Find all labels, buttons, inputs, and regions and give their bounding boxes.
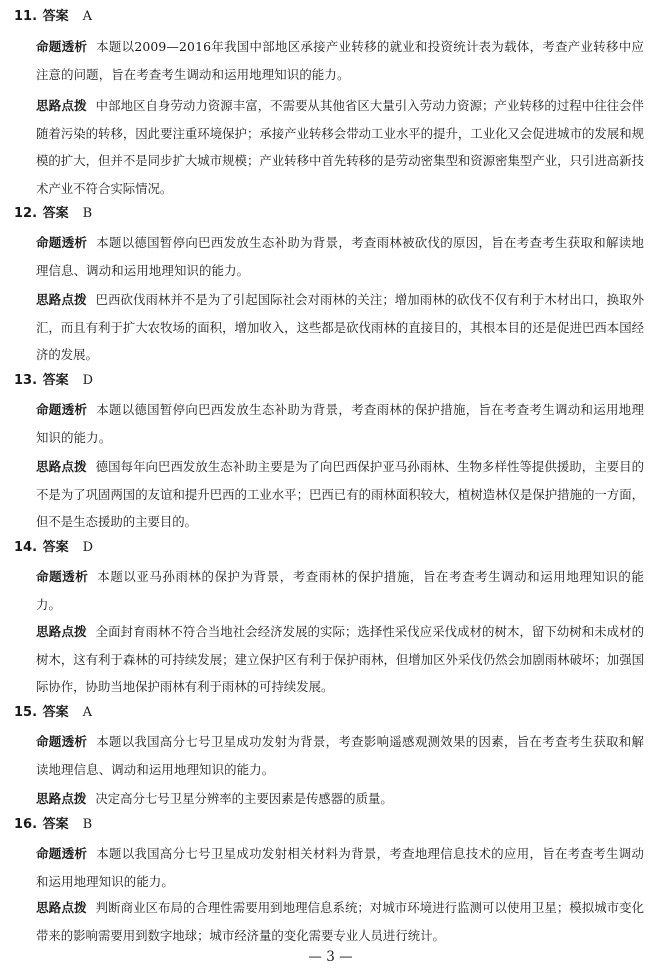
hint-paragraph-14 bbox=[36, 618, 644, 701]
hint-text: 决定高分七号卫星分辨率的主要因素是传感器的质量。 bbox=[95, 791, 393, 806]
question-number: 12. bbox=[14, 206, 38, 221]
answer-line-16 bbox=[14, 816, 92, 834]
analysis-label: 命题透析 bbox=[36, 846, 88, 861]
question-number: 15. bbox=[14, 705, 38, 720]
hint-text: 判断商业区布局的合理性需要用到地理信息系统；对城市环境进行监测可以使用卫星；模拟城市变化带来的影响需要用到数字地球；城市经济量的变化需要专业人员进行统计。 bbox=[36, 900, 645, 943]
answer-label: 答案 bbox=[42, 206, 69, 221]
question-number: 16. bbox=[14, 817, 38, 832]
answer-line-13 bbox=[14, 372, 93, 390]
answer-line-12 bbox=[14, 205, 92, 223]
analysis-text: 本题以德国暂停向巴西发放生态补助为背景，考查雨林的保护措施，旨在考查考生调动和运用地理知识的能力。 bbox=[36, 402, 645, 445]
analysis-paragraph-12 bbox=[36, 229, 644, 284]
question-number: 11. bbox=[14, 9, 38, 24]
analysis-text: 本题以德国暂停向巴西发放生态补助为背景，考查雨林被砍伐的原因，旨在考查考生获取和解读地理信息、调动和运用地理知识的能力。 bbox=[36, 235, 645, 278]
hint-label: 思路点拨 bbox=[36, 791, 87, 806]
hint-label: 思路点拨 bbox=[36, 900, 87, 915]
question-number: 13. bbox=[14, 373, 38, 388]
hint-label: 思路点拨 bbox=[36, 98, 87, 113]
hint-label: 思路点拨 bbox=[36, 459, 87, 474]
analysis-text: 本题以我国高分七号卫星成功发射为背景，考查影响遥感观测效果的因素，旨在考查考生获取和解读地理信息、调动和运用地理知识的能力。 bbox=[36, 734, 645, 777]
answer-line-15 bbox=[14, 704, 92, 722]
answer-line-11 bbox=[14, 8, 92, 26]
hint-paragraph-11 bbox=[36, 92, 644, 202]
analysis-text: 本题以我国高分七号卫星成功发射相关材料为背景，考查地理信息技术的应用，旨在考查考生调动和运用地理知识的能力。 bbox=[36, 846, 645, 889]
answer-value: D bbox=[82, 540, 94, 555]
analysis-label: 命题透析 bbox=[36, 235, 88, 250]
hint-text: 全面封育雨林不符合当地社会经济发展的实际；选择性采伐应采伐成材的树木，留下幼树和未成材的树木，这有利于森林的可持续发展；建立保护区有利于保护雨林，但增加区外采伐仍然会加剧雨林破坏；加强国际协作，协助当地保护雨林有利于雨林的可持续发展。 bbox=[36, 624, 645, 694]
hint-text: 德国每年向巴西发放生态补助主要是为了向巴西保护亚马孙雨林、生物多样性等提供援助，主要目的不是为了巩固两国的友谊和提升巴西的工业水平；巴西已有的雨林面积较大，植树造林仅是保护措施的一方面，但不是生态援助的主要目的。 bbox=[36, 459, 645, 529]
answer-value: B bbox=[82, 817, 93, 832]
analysis-paragraph-11 bbox=[36, 33, 644, 88]
answer-label: 答案 bbox=[42, 817, 69, 832]
answer-line-14 bbox=[14, 539, 93, 557]
analysis-paragraph-15 bbox=[36, 728, 644, 783]
hint-label: 思路点拨 bbox=[36, 624, 87, 639]
analysis-paragraph-16 bbox=[36, 840, 644, 895]
analysis-label: 命题透析 bbox=[36, 734, 88, 749]
hint-text: 中部地区自身劳动力资源丰富，不需要从其他省区大量引入劳动力资源；产业转移的过程中往往会伴随着污染的转移，因此要注重环境保护；承接产业转移会带动工业水平的提升，工业化又会促进城市的发展和规模的扩大，但并不是同步扩大城市规模；产业转移中首先转移的是劳动密集型和资源密集型产业，只引进高新技术产业不符合实际情况。 bbox=[36, 98, 645, 196]
analysis-label: 命题透析 bbox=[36, 39, 88, 54]
answer-label: 答案 bbox=[42, 540, 69, 555]
analysis-label: 命题透析 bbox=[36, 402, 88, 417]
answer-value: A bbox=[82, 705, 92, 720]
hint-paragraph-12 bbox=[36, 286, 644, 369]
answer-label: 答案 bbox=[42, 705, 69, 720]
analysis-paragraph-14 bbox=[36, 563, 644, 618]
answer-label: 答案 bbox=[42, 373, 69, 388]
analysis-text: 本题以2009—2016年我国中部地区承接产业转移的就业和投资统计表为载体，考查产业转移中应注意的问题，旨在考查考生调动和运用地理知识的能力。 bbox=[36, 39, 645, 82]
question-number: 14. bbox=[14, 540, 38, 555]
hint-text: 巴西砍伐雨林并不是为了引起国际社会对雨林的关注；增加雨林的砍伐不仅有利于木材出口，换取外汇，而且有利于扩大农牧场的面积，增加收入，这些都是砍伐雨林的直接目的，其根本目的还是促进巴西本国经济的发展。 bbox=[36, 292, 645, 362]
analysis-label: 命题透析 bbox=[36, 569, 89, 584]
hint-label: 思路点拨 bbox=[36, 292, 87, 307]
page-number: — 3 — bbox=[308, 949, 353, 965]
answer-value: D bbox=[82, 373, 94, 388]
analysis-paragraph-13 bbox=[36, 396, 644, 451]
answer-label: 答案 bbox=[42, 9, 69, 24]
hint-paragraph-15 bbox=[36, 785, 644, 813]
hint-paragraph-16 bbox=[36, 894, 644, 949]
analysis-text: 本题以亚马孙雨林的保护为背景，考查雨林的保护措施，旨在考查考生调动和运用地理知识的能力。 bbox=[36, 569, 644, 612]
answer-value: B bbox=[82, 206, 93, 221]
answer-value: A bbox=[82, 9, 92, 24]
hint-paragraph-13 bbox=[36, 453, 644, 536]
